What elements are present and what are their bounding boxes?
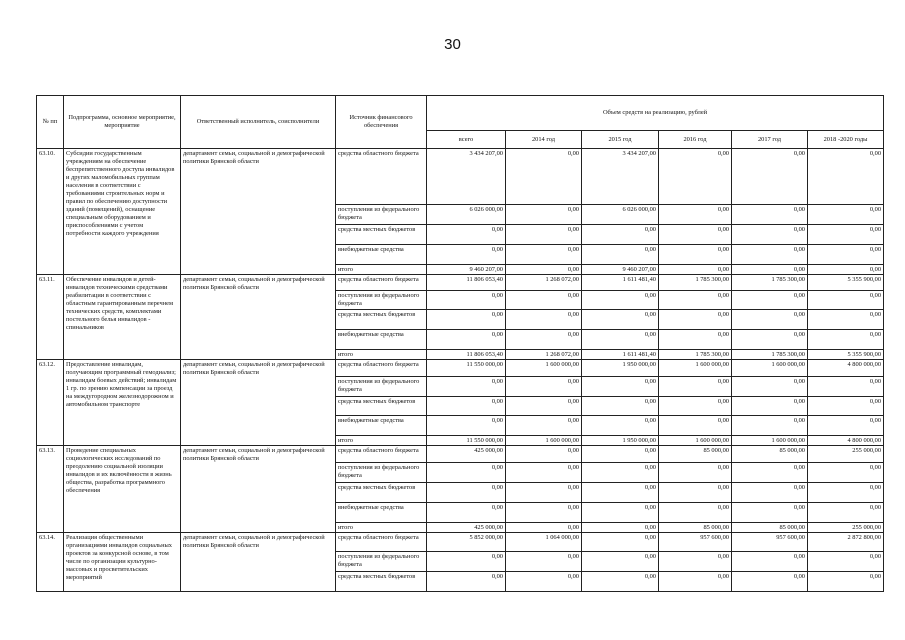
amount-cell: 0,00 bbox=[582, 523, 659, 533]
amount-cell: 425 000,00 bbox=[427, 446, 506, 463]
amount-cell: 0,00 bbox=[808, 503, 884, 523]
executor-name: департамент семьи, социальной и демографической политики Брянской области bbox=[181, 149, 336, 275]
funding-source: средства местных бюджетов bbox=[336, 483, 427, 503]
row-number: 63.12. bbox=[37, 360, 64, 446]
funding-source: средства областного бюджета bbox=[336, 275, 427, 291]
row-number: 63.13. bbox=[37, 446, 64, 533]
amount-cell: 0,00 bbox=[732, 552, 808, 572]
amount-cell: 0,00 bbox=[732, 330, 808, 350]
amount-cell: 0,00 bbox=[659, 552, 732, 572]
amount-cell: 1 785 300,00 bbox=[732, 350, 808, 360]
amount-cell: 1 268 072,00 bbox=[506, 350, 582, 360]
funding-source: внебюджетные средства bbox=[336, 330, 427, 350]
amount-cell: 0,00 bbox=[506, 377, 582, 397]
amount-cell: 0,00 bbox=[582, 533, 659, 552]
amount-cell: 1 600 000,00 bbox=[506, 436, 582, 446]
amount-cell: 0,00 bbox=[659, 416, 732, 436]
amount-cell: 0,00 bbox=[808, 330, 884, 350]
amount-cell: 0,00 bbox=[506, 265, 582, 275]
amount-cell: 0,00 bbox=[808, 397, 884, 416]
amount-cell: 0,00 bbox=[732, 310, 808, 330]
amount-cell: 0,00 bbox=[659, 205, 732, 225]
amount-cell: 0,00 bbox=[506, 483, 582, 503]
amount-cell: 0,00 bbox=[659, 310, 732, 330]
amount-cell: 6 026 000,00 bbox=[582, 205, 659, 225]
amount-cell: 0,00 bbox=[506, 205, 582, 225]
table-row bbox=[37, 533, 884, 552]
amount-cell: 0,00 bbox=[582, 463, 659, 483]
funding-source: итого bbox=[336, 523, 427, 533]
amount-cell: 0,00 bbox=[582, 446, 659, 463]
amount-cell: 1 268 072,00 bbox=[506, 275, 582, 291]
amount-cell: 0,00 bbox=[808, 205, 884, 225]
amount-cell: 0,00 bbox=[506, 310, 582, 330]
amount-cell: 85 000,00 bbox=[659, 446, 732, 463]
amount-cell: 0,00 bbox=[427, 245, 506, 265]
funding-source: итого bbox=[336, 350, 427, 360]
amount-cell: 0,00 bbox=[732, 416, 808, 436]
amount-cell: 0,00 bbox=[506, 523, 582, 533]
amount-cell: 0,00 bbox=[506, 572, 582, 592]
amount-cell: 1 611 481,40 bbox=[582, 350, 659, 360]
funding-source: поступления из федерального бюджета bbox=[336, 205, 427, 225]
amount-cell: 0,00 bbox=[427, 397, 506, 416]
amount-cell: 0,00 bbox=[732, 377, 808, 397]
amount-cell: 0,00 bbox=[808, 572, 884, 592]
amount-cell: 0,00 bbox=[732, 483, 808, 503]
amount-cell: 0,00 bbox=[808, 265, 884, 275]
amount-cell: 1 950 000,00 bbox=[582, 360, 659, 377]
amount-cell: 1 064 000,00 bbox=[506, 533, 582, 552]
amount-cell: 0,00 bbox=[808, 552, 884, 572]
amount-cell: 0,00 bbox=[732, 291, 808, 310]
amount-cell: 0,00 bbox=[506, 245, 582, 265]
amount-cell: 0,00 bbox=[582, 291, 659, 310]
amount-cell: 1 785 300,00 bbox=[659, 350, 732, 360]
amount-cell: 0,00 bbox=[582, 572, 659, 592]
amount-cell: 0,00 bbox=[659, 149, 732, 205]
header-num: № пп bbox=[37, 96, 64, 149]
amount-cell: 0,00 bbox=[732, 463, 808, 483]
amount-cell: 3 434 207,00 bbox=[582, 149, 659, 205]
header-year: всего bbox=[427, 131, 506, 149]
page-number: 30 bbox=[444, 36, 461, 53]
amount-cell: 0,00 bbox=[808, 291, 884, 310]
amount-cell: 5 355 900,00 bbox=[808, 350, 884, 360]
amount-cell: 0,00 bbox=[427, 483, 506, 503]
amount-cell: 0,00 bbox=[659, 245, 732, 265]
amount-cell: 0,00 bbox=[582, 552, 659, 572]
amount-cell: 0,00 bbox=[427, 503, 506, 523]
amount-cell: 0,00 bbox=[427, 330, 506, 350]
amount-cell: 0,00 bbox=[506, 330, 582, 350]
table-row bbox=[37, 360, 884, 377]
amount-cell: 0,00 bbox=[808, 245, 884, 265]
amount-cell: 0,00 bbox=[582, 225, 659, 245]
amount-cell: 0,00 bbox=[427, 416, 506, 436]
funding-source: итого bbox=[336, 265, 427, 275]
row-number: 63.11. bbox=[37, 275, 64, 360]
amount-cell: 0,00 bbox=[506, 225, 582, 245]
amount-cell: 0,00 bbox=[582, 330, 659, 350]
amount-cell: 1 600 000,00 bbox=[659, 436, 732, 446]
amount-cell: 11 806 053,40 bbox=[427, 350, 506, 360]
amount-cell: 0,00 bbox=[427, 572, 506, 592]
amount-cell: 255 000,00 bbox=[808, 446, 884, 463]
amount-cell: 0,00 bbox=[582, 483, 659, 503]
header-source: Источник финансового обеспечения bbox=[336, 96, 427, 149]
amount-cell: 0,00 bbox=[659, 503, 732, 523]
amount-cell: 0,00 bbox=[427, 225, 506, 245]
row-number: 63.10. bbox=[37, 149, 64, 275]
amount-cell: 0,00 bbox=[506, 416, 582, 436]
amount-cell: 0,00 bbox=[808, 463, 884, 483]
table-body bbox=[37, 149, 884, 592]
table-row bbox=[37, 446, 884, 463]
amount-cell: 11 550 000,00 bbox=[427, 436, 506, 446]
amount-cell: 0,00 bbox=[732, 225, 808, 245]
header-name: Подпрограмма, основное мероприятие, мероприятие bbox=[64, 96, 181, 149]
amount-cell: 0,00 bbox=[808, 483, 884, 503]
funding-source: средства областного бюджета bbox=[336, 149, 427, 205]
funding-source: поступления из федерального бюджета bbox=[336, 377, 427, 397]
funding-source: средства местных бюджетов bbox=[336, 225, 427, 245]
amount-cell: 0,00 bbox=[808, 225, 884, 245]
amount-cell: 0,00 bbox=[506, 446, 582, 463]
amount-cell: 2 872 800,00 bbox=[808, 533, 884, 552]
header-year: 2015 год bbox=[582, 131, 659, 149]
funding-source: средства местных бюджетов bbox=[336, 310, 427, 330]
amount-cell: 0,00 bbox=[732, 572, 808, 592]
amount-cell: 0,00 bbox=[506, 397, 582, 416]
amount-cell: 85 000,00 bbox=[659, 523, 732, 533]
executor-name: департамент семьи, социальной и демографической политики Брянской области bbox=[181, 533, 336, 592]
amount-cell: 0,00 bbox=[427, 291, 506, 310]
header-year: 2014 год bbox=[506, 131, 582, 149]
amount-cell: 1 600 000,00 bbox=[732, 436, 808, 446]
amount-cell: 11 550 000,00 bbox=[427, 360, 506, 377]
funding-source: поступления из федерального бюджета bbox=[336, 463, 427, 483]
amount-cell: 0,00 bbox=[808, 416, 884, 436]
amount-cell: 0,00 bbox=[808, 377, 884, 397]
amount-cell: 255 000,00 bbox=[808, 523, 884, 533]
amount-cell: 11 806 053,40 bbox=[427, 275, 506, 291]
funding-source: внебюджетные средства bbox=[336, 503, 427, 523]
amount-cell: 9 460 207,00 bbox=[427, 265, 506, 275]
amount-cell: 6 026 000,00 bbox=[427, 205, 506, 225]
amount-cell: 0,00 bbox=[506, 291, 582, 310]
amount-cell: 0,00 bbox=[582, 397, 659, 416]
table-row bbox=[37, 149, 884, 205]
amount-cell: 0,00 bbox=[732, 503, 808, 523]
header-executor: Ответственный исполнитель, соисполнители bbox=[181, 96, 336, 149]
amount-cell: 957 600,00 bbox=[732, 533, 808, 552]
amount-cell: 0,00 bbox=[582, 416, 659, 436]
measure-name: Проведение специальных социологических исследований по преодолению социальной изоляции инвалидов и их включённости в жизнь общества, разработка программного обеспечения bbox=[64, 446, 181, 533]
amount-cell: 5 355 900,00 bbox=[808, 275, 884, 291]
measure-name: Субсидии государственным учреждениям на обеспечение беспрепятственного доступа инвалидов и других маломобильных группам населения в соответствии с требованиями строительных норм и правил по обеспечению доступности зданий (помещений), оснащение специальным оборудованием и приспособлениями с учетом потребности каждого учреждения bbox=[64, 149, 181, 275]
funding-source: средства областного бюджета bbox=[336, 446, 427, 463]
header-volume: Объем средств на реализацию, рублей bbox=[427, 96, 884, 131]
amount-cell: 0,00 bbox=[506, 463, 582, 483]
amount-cell: 957 600,00 bbox=[659, 533, 732, 552]
measure-name: Предоставление инвалидам, получающим программный гемодиализ; инвалидам боевых действий; инвалидам 1 гр. по зрению компенсации за проезд на междугородном железнодорожном и автомобильном транспорте bbox=[64, 360, 181, 446]
amount-cell: 4 800 000,00 bbox=[808, 360, 884, 377]
amount-cell: 0,00 bbox=[659, 291, 732, 310]
amount-cell: 0,00 bbox=[427, 552, 506, 572]
amount-cell: 5 852 000,00 bbox=[427, 533, 506, 552]
funding-source: средства местных бюджетов bbox=[336, 572, 427, 592]
amount-cell: 0,00 bbox=[659, 225, 732, 245]
funding-source: средства областного бюджета bbox=[336, 533, 427, 552]
amount-cell: 0,00 bbox=[808, 310, 884, 330]
amount-cell: 0,00 bbox=[506, 149, 582, 205]
amount-cell: 0,00 bbox=[808, 149, 884, 205]
amount-cell: 1 600 000,00 bbox=[659, 360, 732, 377]
amount-cell: 0,00 bbox=[506, 503, 582, 523]
amount-cell: 0,00 bbox=[732, 149, 808, 205]
amount-cell: 0,00 bbox=[659, 377, 732, 397]
amount-cell: 0,00 bbox=[659, 397, 732, 416]
amount-cell: 0,00 bbox=[732, 265, 808, 275]
header-year: 2018 -2020 годы bbox=[808, 131, 884, 149]
amount-cell: 1 600 000,00 bbox=[732, 360, 808, 377]
amount-cell: 0,00 bbox=[582, 245, 659, 265]
amount-cell: 1 611 481,40 bbox=[582, 275, 659, 291]
header-year: 2016 год bbox=[659, 131, 732, 149]
measure-name: Реализация общественными организациями инвалидов социальных проектов за конкурсной основе, в том числе по организации культурно-массовых и просветительских мероприятий bbox=[64, 533, 181, 592]
amount-cell: 0,00 bbox=[582, 377, 659, 397]
amount-cell: 0,00 bbox=[659, 463, 732, 483]
amount-cell: 1 785 300,00 bbox=[659, 275, 732, 291]
amount-cell: 0,00 bbox=[582, 310, 659, 330]
amount-cell: 0,00 bbox=[732, 397, 808, 416]
amount-cell: 9 460 207,00 bbox=[582, 265, 659, 275]
amount-cell: 0,00 bbox=[659, 265, 732, 275]
funding-source: итого bbox=[336, 436, 427, 446]
funding-source: поступления из федерального бюджета bbox=[336, 552, 427, 572]
amount-cell: 85 000,00 bbox=[732, 446, 808, 463]
amount-cell: 0,00 bbox=[582, 503, 659, 523]
row-number: 63.14. bbox=[37, 533, 64, 592]
amount-cell: 0,00 bbox=[506, 552, 582, 572]
table-row bbox=[37, 275, 884, 291]
funding-source: поступления из федерального бюджета bbox=[336, 291, 427, 310]
amount-cell: 85 000,00 bbox=[732, 523, 808, 533]
amount-cell: 1 950 000,00 bbox=[582, 436, 659, 446]
amount-cell: 0,00 bbox=[659, 330, 732, 350]
amount-cell: 0,00 bbox=[732, 205, 808, 225]
amount-cell: 425 000,00 bbox=[427, 523, 506, 533]
amount-cell: 3 434 207,00 bbox=[427, 149, 506, 205]
funding-source: средства местных бюджетов bbox=[336, 397, 427, 416]
funding-source: средства областного бюджета bbox=[336, 360, 427, 377]
amount-cell: 0,00 bbox=[732, 245, 808, 265]
measure-name: Обеспечение инвалидов и детей-инвалидов техническими средствами реабилитации в соответствии с областным гарантированным перечнем технических средств, комплектами постельного белья инвалидов - спинальников bbox=[64, 275, 181, 360]
amount-cell: 1 600 000,00 bbox=[506, 360, 582, 377]
amount-cell: 4 800 000,00 bbox=[808, 436, 884, 446]
amount-cell: 0,00 bbox=[659, 572, 732, 592]
amount-cell: 1 785 300,00 bbox=[732, 275, 808, 291]
executor-name: департамент семьи, социальной и демографической политики Брянской области bbox=[181, 275, 336, 360]
amount-cell: 0,00 bbox=[659, 483, 732, 503]
funding-source: внебюджетные средства bbox=[336, 416, 427, 436]
amount-cell: 0,00 bbox=[427, 463, 506, 483]
funding-source: внебюджетные средства bbox=[336, 245, 427, 265]
amount-cell: 0,00 bbox=[427, 377, 506, 397]
executor-name: департамент семьи, социальной и демографической политики Брянской области bbox=[181, 446, 336, 533]
budget-table bbox=[36, 95, 884, 592]
header-year: 2017 год bbox=[732, 131, 808, 149]
executor-name: департамент семьи, социальной и демографической политики Брянской области bbox=[181, 360, 336, 446]
amount-cell: 0,00 bbox=[427, 310, 506, 330]
